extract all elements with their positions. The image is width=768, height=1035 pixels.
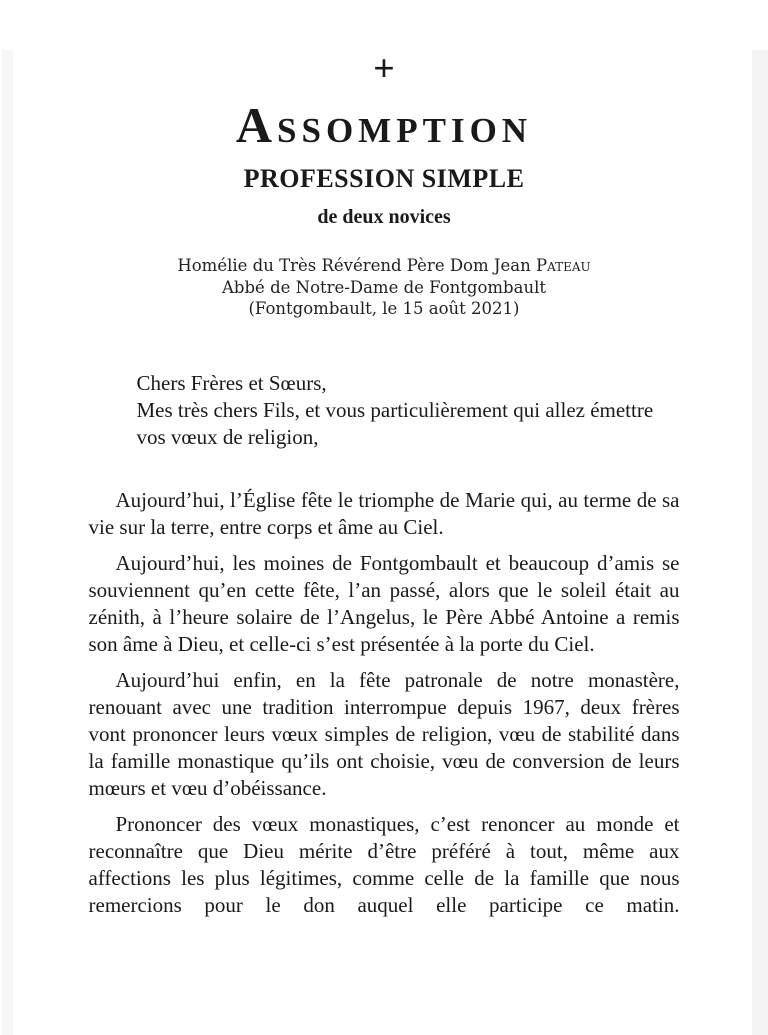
attribution-place-date-line: (Fontgombault, le 15 août 2021) — [248, 299, 520, 318]
attribution-role-line: Abbé de Notre-Dame de Fontgombault — [222, 277, 546, 297]
attribution-homily-line — [0, 255, 768, 277]
homily-body — [89, 370, 680, 919]
attribution-author-surname: Pateau — [535, 256, 591, 275]
paragraph-4: Prononcer des vœux monastiques, c’est renoncer au monde et reconnaître que Dieu mérite d’être préféré à tout, même aux affections les plus légitimes, comme celle de la famille que nous remercions pour le don auquel elle participe ce matin. — [88, 811, 680, 917]
cross-symbol: + — [373, 48, 395, 90]
paragraph-1: Aujourd’hui, l’Église fête le triomphe de Marie qui, au terme de sa vie sur la terre, entre corps et âme au Ciel. — [88, 487, 680, 539]
page-title: Assomption — [235, 97, 533, 153]
attribution-block — [0, 255, 768, 320]
occasion-line: de deux novices — [317, 206, 451, 228]
subtitle-profession-simple: PROFESSION SIMPLE — [243, 164, 525, 193]
document-page — [0, 50, 768, 919]
salutation-line-1: Chers Frères et Sœurs, — [136, 370, 327, 395]
attribution-homily-prefix: Homélie du Très Révérend Père Dom Jean — [177, 256, 536, 275]
salutation-block — [137, 370, 680, 451]
salutation-line-2: Mes très chers Fils, et vous particulièrement qui allez émettre vos vœux de religion, — [136, 397, 654, 449]
paragraph-3: Aujourd’hui enfin, en la fête patronale de notre monastère, renouant avec une tradition interrompue depuis 1967, deux frères vont prononcer leurs vœux simples de religion, vœu de stabilité dans la famille monastique qu’ils ont choisie, vœu de conversion de leurs mœurs et vœu d’obéissance. — [88, 667, 680, 800]
paragraph-2: Aujourd’hui, les moines de Fontgombault et beaucoup d’amis se souviennent qu’en cette fête, l’an passé, alors que le soleil était au zénith, à l’heure solaire de l’Angelus, le Père Abbé Antoine a remis son âme à Dieu, et celle-ci s’est présentée à la porte du Ciel. — [88, 550, 680, 656]
